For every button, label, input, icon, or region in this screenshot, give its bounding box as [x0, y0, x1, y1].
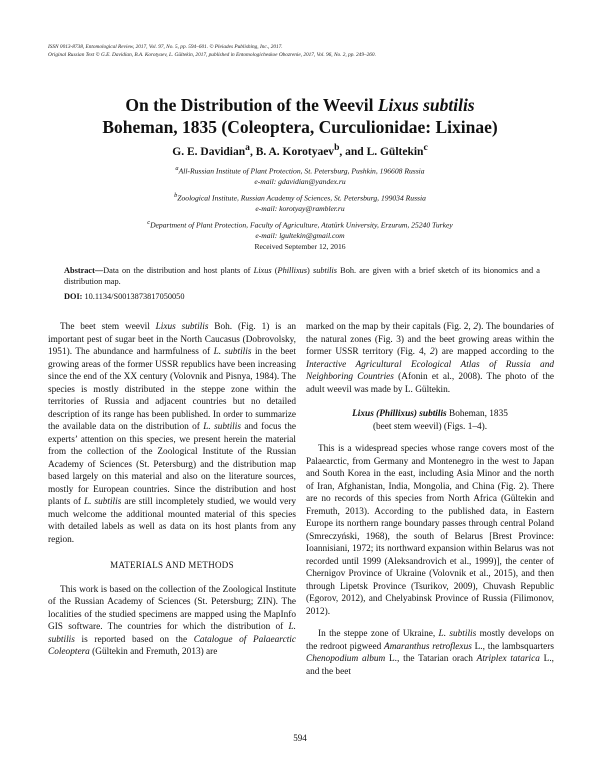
title-text: On the Distribution of the Weevil — [125, 95, 378, 115]
right-column — [306, 321, 554, 678]
abstract-text: ( — [271, 266, 278, 275]
author-separator: , — [249, 145, 256, 158]
abstract-genus: Lixus — [253, 266, 272, 275]
species-common-name: (beet stem weevil) (Figs. 1–4). — [372, 421, 488, 432]
title-line-1 — [40, 94, 560, 116]
abstract-text: Data on the distribution and host plants of — [103, 266, 254, 275]
species-heading — [306, 408, 554, 433]
author-name: B. A. Korotyaev — [255, 145, 335, 158]
page-number: 594 — [293, 733, 307, 743]
affiliation-email[interactable]: e-mail: lgultekin@gmail.com — [255, 231, 345, 241]
text-run: is reported based on the — [74, 634, 194, 645]
text-run: L., and the beet — [306, 654, 554, 677]
text-run: Boh. (Fig. 1) is an important pest of sugar beet in the North Caucasus (Dobrovolsky, 1951). The abundance and harmfulness of — [48, 322, 296, 357]
text-run: L., the lambsquarters — [471, 641, 554, 652]
italic-text-run: L. subtilis — [83, 497, 122, 507]
author-affiliation-mark: a — [245, 142, 250, 153]
text-run: and focus the experts’ attention on this species, we present herein the material from the collection of the Zoological Institute of the Russian Academy of Sciences (St. Petersburg) and the distribution map based largely on this material and also on the literature sources, mostly for European countries. Since the distribution and host plants of — [48, 422, 296, 507]
text-run: In the steppe zone of Ukraine, — [318, 629, 439, 639]
affiliation-text: Zoological Institute, Russian Academy of Sciences, St. Petersburg, 199034 Russia — [177, 193, 426, 203]
italic-text-run: 2 — [430, 347, 435, 357]
article-title — [40, 94, 560, 138]
text-run: in the beet growing areas of the former USSR republics have been increasing since the end of the XX century (Volovnik and Pisnya, 1984). The species is mostly distributed in the steppe zone within the territories of Russia and adjacent countries but no detailed description of its range has been published. In order to summarize the available data on the distribution of — [48, 347, 297, 432]
text-run: ). The boundaries of the natural zones (Fig. 3) and the beet growing areas within the former USSR territory (Fig. 4, — [306, 322, 554, 357]
hostplant-paragraph — [306, 628, 554, 678]
text-run: (Afonin et al., 2008). The photo of the adult weevil was made by L. Gültekin. — [306, 372, 554, 395]
affiliation-text: Department of Plant Protection, Faculty of Agriculture, Atatürk University, Erzurum, 25240 Turkey — [150, 220, 453, 230]
italic-text-run: Amaranthus retroflexus — [384, 641, 472, 652]
italic-text-run: Catalogue of Palaearctic Coleoptera — [48, 634, 296, 657]
title-line-2: Boheman, 1835 (Coleoptera, Curculionidae: Lixinae) — [102, 117, 498, 137]
italic-text-run: 2 — [473, 322, 478, 332]
abstract-text: ) — [307, 266, 313, 275]
methods-paragraph — [48, 584, 296, 659]
affiliation-email[interactable]: e-mail: korotyay@rambler.ru — [255, 204, 345, 214]
author-name: G. E. Davidian — [172, 145, 246, 158]
distribution-paragraph — [306, 443, 554, 618]
methods-paragraph-continued — [306, 321, 554, 396]
abstract-dash: — — [94, 266, 104, 275]
species-subgenus: (Phillixus) — [376, 409, 417, 419]
original-text-line: Original Russian Text © G.E. Davidian, B.A. Korotyaev, L. Gültekin, 2017, published in Entomologicheskoe Obozrenie, 2017, Vol. 96, No. 2, pp. 249–260. — [48, 52, 376, 58]
affiliation-a — [60, 164, 540, 188]
text-run: L., the Tatarian orach — [385, 654, 477, 664]
title-species: Lixus subtilis — [377, 95, 475, 115]
author-affiliation-mark: c — [423, 142, 428, 153]
italic-text-run: L. subtilis — [203, 422, 241, 432]
affiliation-email[interactable]: e-mail: gdavidian@yandex.ru — [254, 177, 346, 187]
affiliation-c — [60, 218, 540, 242]
italic-text-run: L. subtilis — [48, 622, 296, 645]
italic-text-run: L. subtilis — [213, 347, 252, 357]
affiliation-text: All-Russian Institute of Plant Protection, St. Petersburg, Pushkin, 196608 Russia — [178, 166, 425, 176]
abstract — [64, 265, 540, 287]
doi-label: DOI: — [64, 292, 83, 301]
affiliation-mark: a — [175, 165, 179, 172]
species-author: Boheman, 1835 — [446, 409, 508, 419]
text-run: The beet stem weevil — [60, 322, 156, 332]
doi — [64, 292, 184, 301]
abstract-subgenus: Phillixus — [277, 266, 308, 275]
text-run: mostly develops on the redroot pigweed — [306, 629, 554, 652]
species-genus: Lixus — [352, 409, 374, 419]
author-separator: , and — [339, 145, 367, 158]
received-date: Received September 12, 2016 — [254, 242, 346, 251]
doi-value[interactable]: 10.1134/S0013873817050050 — [82, 292, 185, 301]
affiliation-b — [60, 191, 540, 215]
author-affiliation-mark: b — [334, 142, 340, 153]
text-run: are still incompletely studied, we would very much welcome the additional mounted material of this species with detailed labels as well as data on its host plants from any region. — [48, 497, 296, 545]
journal-header — [48, 43, 558, 59]
intro-paragraph — [48, 321, 296, 546]
text-run: ) are mapped according to the — [434, 347, 554, 357]
text-run: This work is based on the collection of the Zoological Institute of the Russian Academy of Sciences (St. Petersburg; ZIN). The localities of the studied specimens are mapped using the MapInfo GIS software. The countries for which the distribution of — [48, 584, 296, 632]
section-heading: MATERIALS AND METHODS — [110, 560, 234, 570]
italic-text-run: L. subtilis — [438, 629, 477, 639]
italic-text-run: Interactive Agricultural Ecological Atlas of Russia and Neighboring Countries — [306, 359, 554, 382]
journal-citation-line: ISSN 0013-8738, Entomological Review, 2017, Vol. 97, No. 5, pp. 594–601. © Pleiades Publishing, Inc., 2017. — [48, 44, 283, 50]
text-run: (Gültekin and Fremuth, 2013) are — [89, 647, 218, 657]
italic-text-run: Atriplex tatarica — [476, 654, 540, 664]
author-name: L. Gültekin — [366, 145, 424, 158]
text-run: marked on the map by their capitals (Fig. 2, — [306, 322, 474, 332]
italic-text-run: Lixus subtilis — [155, 322, 209, 332]
author-list — [40, 142, 560, 158]
left-column — [48, 321, 296, 659]
abstract-label: Abstract — [64, 266, 95, 275]
text-run: This is a widespread species whose range covers most of the Palaearctic, from Germany and Montenegro in the west to Japan and South Korea in the east, including Asia Minor and the north of Iran, Afghanistan, India, Mongolia, and China (Fig. 2). There are no records of this species from North Africa (Gültekin and Fremuth, 2013). According to the published data, in Eastern Europe its northern range boundary passes through central Poland (Smreczyński, 1968), the south of Belarus [Brest Province: Ioannisiani, 1972; its northward expansion within Belarus was not recorded until 1999 (Aleksandrovich et al., 1999)], the center of Chernigov Province of Ukraine (Volovnik et al., 2015), and then through Lipetsk Province (Tsurikov, 2009), Chuvash Republic (Egorov, 2012), and Chelyabinsk Province of Russia (Filimonov, 2012). — [306, 444, 554, 617]
species-name: subtilis — [419, 409, 447, 419]
affiliation-mark: b — [174, 192, 178, 199]
abstract-text: Boh. are given with a brief sketch of its bionomics and a distribution map. — [64, 266, 540, 286]
abstract-species: subtilis — [312, 266, 337, 275]
italic-text-run: Chenopodium album — [306, 654, 386, 664]
affiliation-mark: c — [147, 219, 151, 226]
